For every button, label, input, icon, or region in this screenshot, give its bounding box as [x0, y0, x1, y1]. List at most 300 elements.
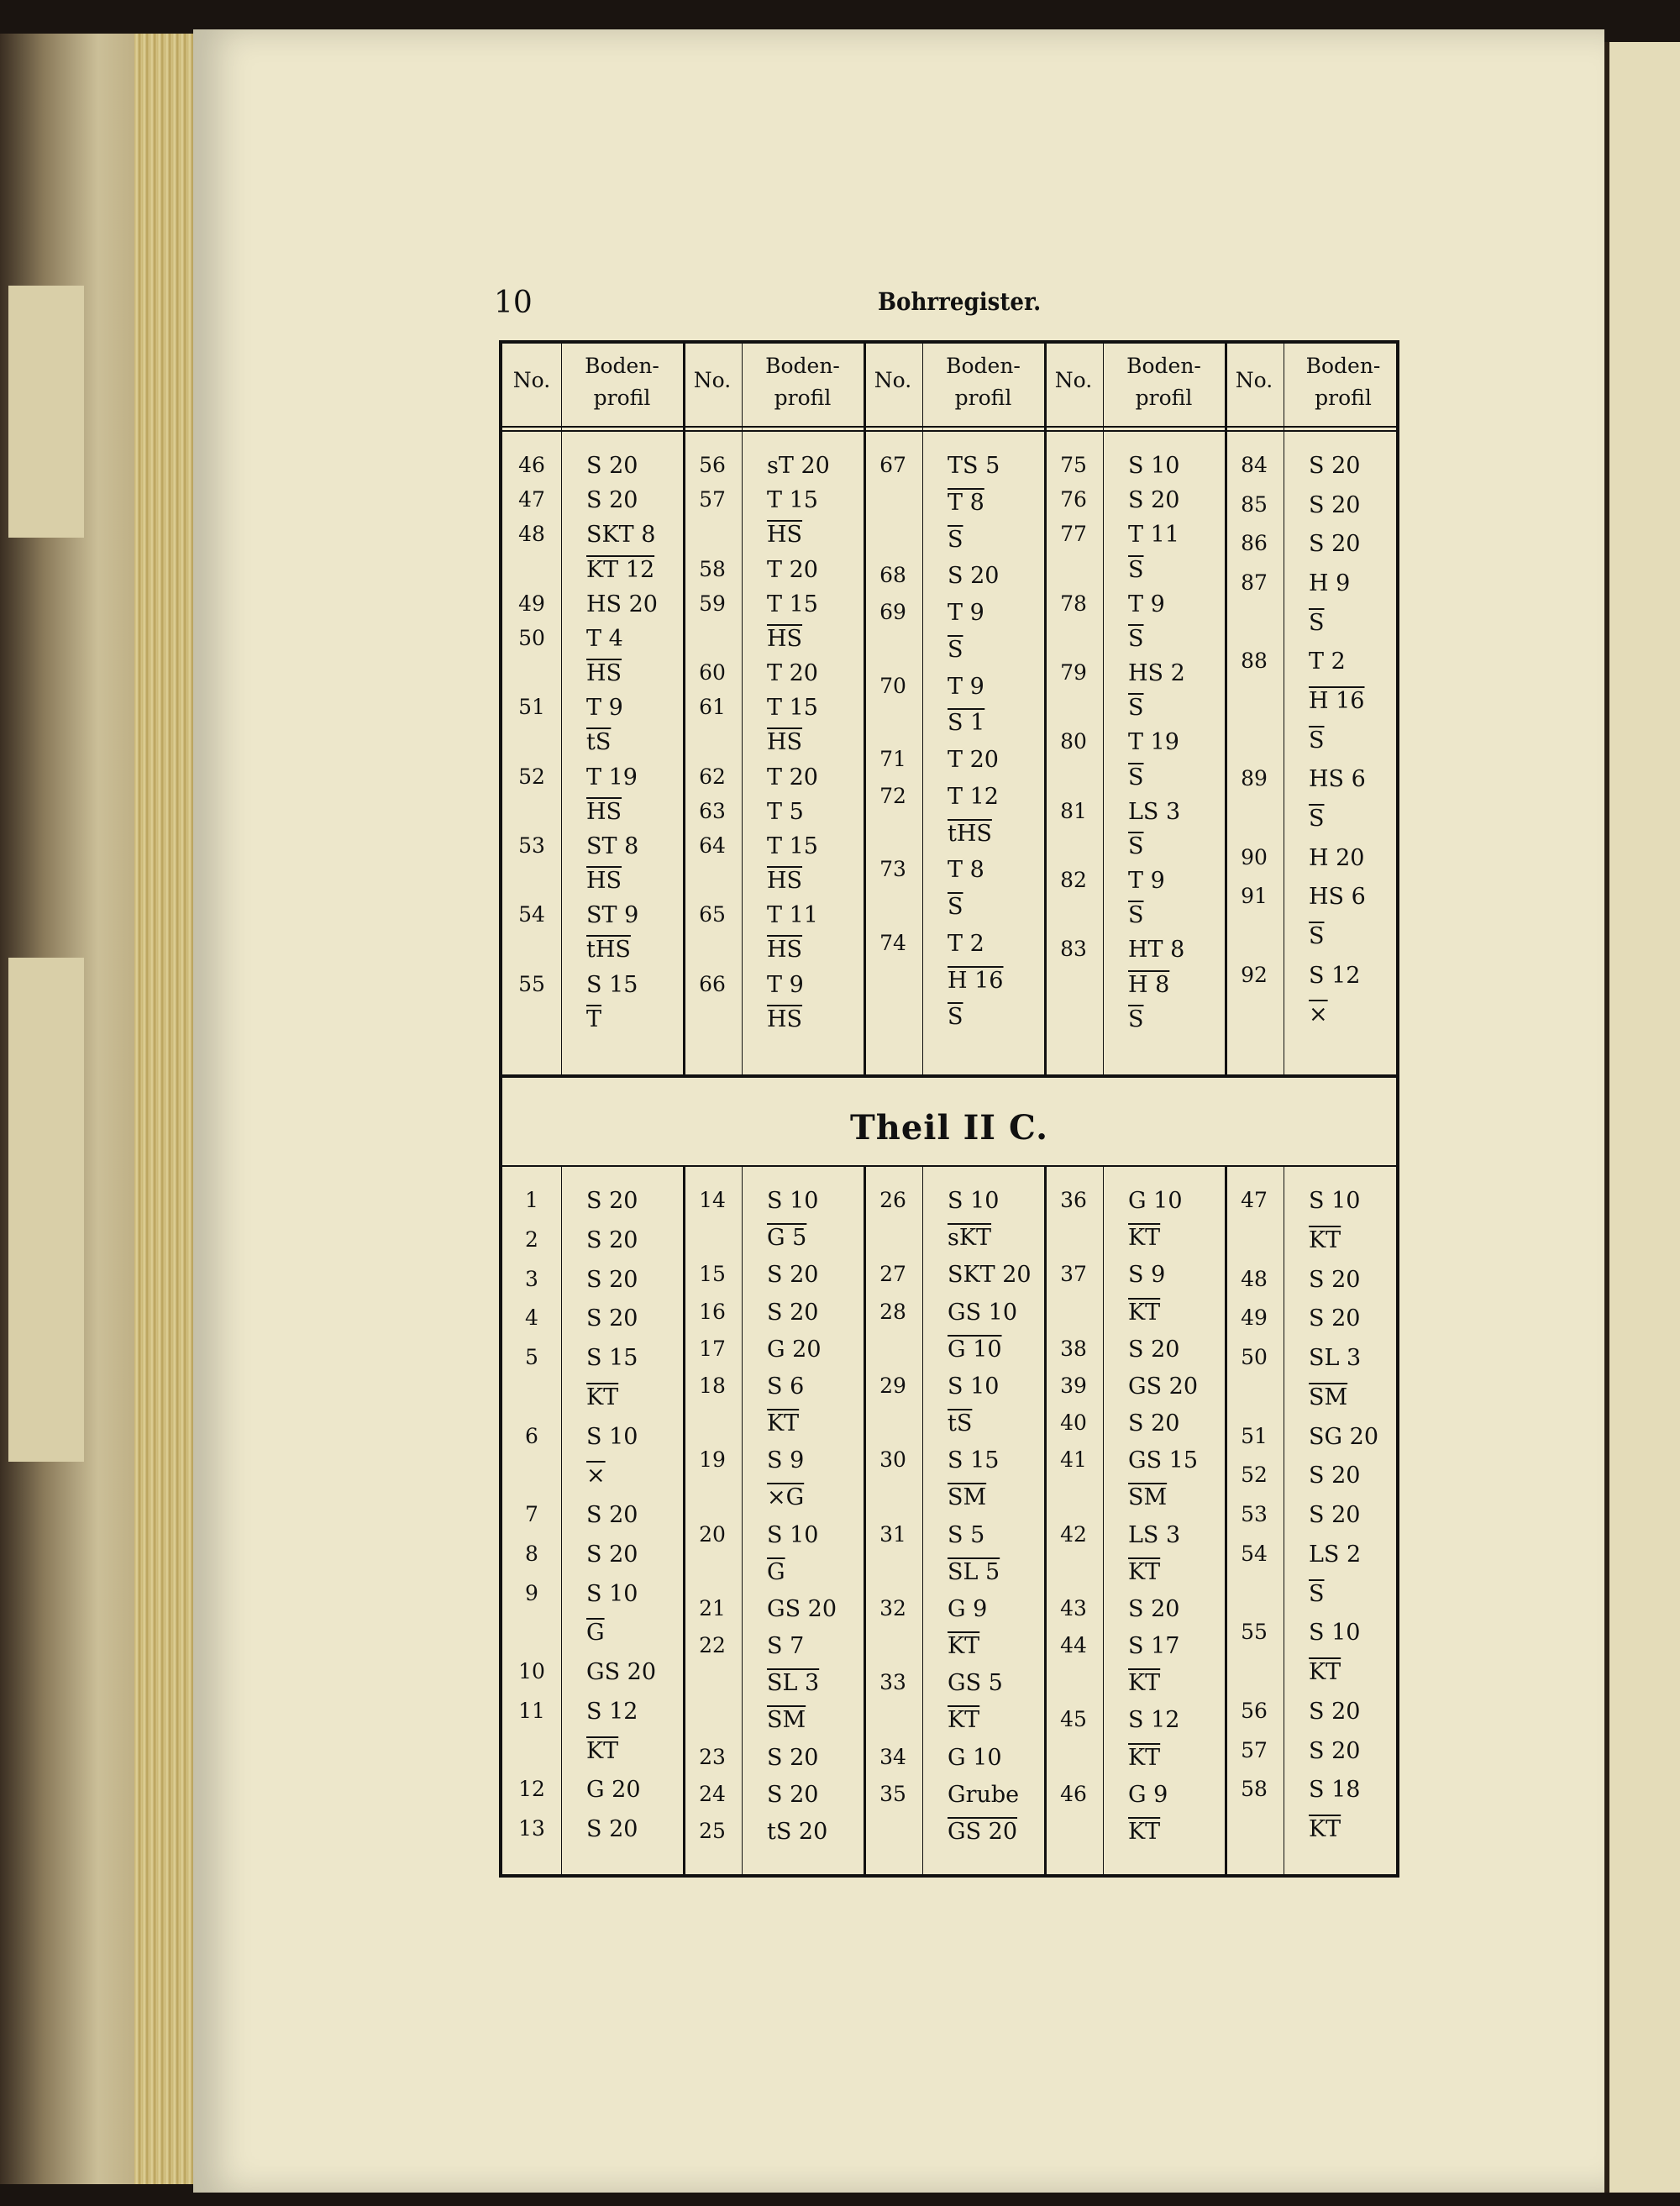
- soil-profile-entry: $\overline{G}$: [767, 1558, 785, 1585]
- column-divider: [683, 1165, 685, 1874]
- soil-profile-entry: G 9: [948, 1595, 988, 1622]
- header-bodenprofil: [922, 350, 1044, 414]
- soil-profile-entry: T 4: [586, 625, 623, 652]
- soil-profile-entry: $\overline{S}$: [948, 894, 963, 920]
- soil-profile-entry: $\overline{tS}$: [948, 1410, 973, 1437]
- row-number: 60: [699, 660, 726, 685]
- row-number: 79: [1060, 660, 1087, 685]
- row-number: 30: [879, 1447, 906, 1473]
- soil-profile-entry: S 5: [948, 1521, 985, 1548]
- row-number: 56: [699, 453, 726, 477]
- row-number: 34: [879, 1744, 906, 1769]
- soil-profile-entry: $\overline{KT}$: [586, 1737, 619, 1764]
- soil-profile-entry: G 10: [1128, 1188, 1183, 1214]
- soil-profile-entry: S 10: [948, 1188, 1000, 1214]
- subcolumn-divider: [561, 344, 562, 1074]
- header-boden-line2: profil: [1135, 386, 1193, 410]
- subcolumn-divider: [742, 1165, 743, 1874]
- soil-profile-entry: S 10: [767, 1521, 819, 1548]
- soil-profile-entry: $\overline{S}$: [948, 526, 963, 553]
- soil-profile-entry: ST 9: [586, 902, 639, 929]
- soil-profile-entry: H 16: [1309, 688, 1365, 714]
- row-number: 83: [1060, 937, 1087, 962]
- soil-profile-entry: T 15: [767, 833, 818, 859]
- row-number: 70: [879, 673, 906, 698]
- header-rule: [502, 426, 1396, 428]
- row-number: 12: [518, 1777, 545, 1802]
- row-number: 23: [699, 1744, 726, 1769]
- soil-profile-entry: GS 15: [1128, 1447, 1199, 1474]
- column-divider: [683, 344, 685, 1074]
- row-number: 32: [879, 1595, 906, 1620]
- soil-profile-entry: S 12: [1309, 962, 1361, 989]
- row-number: 33: [879, 1670, 906, 1695]
- soil-profile-entry: ×G: [767, 1484, 805, 1511]
- row-number: 77: [1060, 522, 1087, 547]
- soil-profile-entry: T 9: [948, 600, 984, 626]
- row-number: 50: [1241, 1345, 1268, 1370]
- soil-profile-entry: S 18: [1309, 1777, 1361, 1804]
- soil-profile-entry: S 20: [1309, 491, 1361, 518]
- row-number: 29: [879, 1373, 906, 1398]
- soil-profile-entry: S 20: [586, 453, 638, 479]
- column-divider: [1044, 1165, 1047, 1874]
- soil-profile-entry: HT 8: [1128, 937, 1185, 964]
- soil-profile-entry: ×: [586, 1463, 606, 1489]
- row-number: 55: [518, 971, 545, 996]
- row-number: 36: [1060, 1188, 1087, 1212]
- row-number: 85: [1241, 491, 1268, 517]
- row-number: 67: [879, 453, 906, 477]
- column-divider: [1225, 344, 1227, 1074]
- column-divider: [1225, 1165, 1227, 1874]
- soil-profile-entry: SKT 8: [586, 522, 656, 549]
- row-number: 51: [1241, 1423, 1268, 1448]
- soil-profile-entry: S 20: [1128, 1595, 1180, 1622]
- header-no: No.: [874, 368, 912, 392]
- row-number: 21: [699, 1595, 726, 1620]
- soil-profile-entry: G 20: [586, 1777, 641, 1804]
- soil-profile-entry: S 10: [948, 1373, 1000, 1400]
- row-number: 81: [1060, 798, 1087, 823]
- row-number: 37: [1060, 1262, 1087, 1287]
- soil-profile-entry: GS 20: [767, 1595, 837, 1622]
- soil-profile-entry: $\overline{HS}$: [586, 660, 622, 687]
- header-boden-line1: Boden-: [1126, 354, 1201, 378]
- row-number: 28: [879, 1299, 906, 1324]
- soil-profile-entry: T 19: [1128, 729, 1179, 756]
- header-bodenprofil: [1284, 350, 1403, 414]
- soil-profile-entry: S 20: [767, 1744, 819, 1771]
- header-bodenprofil: [561, 350, 683, 414]
- soil-profile-entry: $\overline{S}$: [1128, 625, 1144, 652]
- running-title: Bohrregister.: [878, 287, 1042, 316]
- row-number: 20: [699, 1521, 726, 1547]
- soil-profile-entry: LS 3: [1128, 798, 1181, 825]
- row-number: 58: [699, 556, 726, 581]
- row-number: 75: [1060, 453, 1087, 477]
- row-number: 78: [1060, 591, 1087, 616]
- soil-profile-entry: T 9: [586, 695, 623, 722]
- row-number: 35: [879, 1781, 906, 1806]
- soil-profile-entry: S 20: [1309, 1698, 1361, 1725]
- soil-profile-entry: T 9: [1128, 868, 1165, 895]
- row-number: 52: [518, 764, 545, 789]
- soil-profile-entry: T 12: [948, 783, 999, 810]
- row-number: 89: [1241, 766, 1268, 791]
- soil-profile-entry: HS 6: [1309, 766, 1366, 793]
- soil-profile-entry: $\overline{S}$: [1309, 923, 1325, 949]
- row-number: 19: [699, 1447, 726, 1473]
- soil-profile-entry: G 20: [767, 1336, 822, 1363]
- soil-profile-entry: SG 20: [1309, 1423, 1379, 1450]
- soil-profile-entry: T 2: [948, 930, 984, 957]
- soil-profile-entry: $\overline{KT}$: [1128, 1670, 1161, 1697]
- soil-profile-entry: H 9: [1309, 570, 1351, 596]
- row-number: 17: [699, 1336, 726, 1361]
- soil-profile-entry: GS 20: [586, 1659, 657, 1686]
- soil-profile-entry: S 17: [1128, 1633, 1180, 1659]
- soil-profile-entry: S 6: [767, 1373, 805, 1400]
- row-number: 47: [518, 487, 545, 512]
- row-number: 82: [1060, 868, 1087, 893]
- row-number: 91: [1241, 884, 1268, 909]
- column-divider: [864, 1165, 866, 1874]
- soil-profile-entry: $\overline{S}$: [1309, 1580, 1325, 1607]
- soil-profile-entry: $\overline{KT}$: [1128, 1299, 1161, 1326]
- column-divider: [1044, 344, 1047, 1074]
- soil-profile-entry: $\overline{S}$: [1309, 727, 1325, 754]
- soil-profile-entry: S 20: [1309, 531, 1361, 558]
- soil-profile-entry: $\overline{KT}$: [767, 1410, 800, 1437]
- section-rule: [502, 1165, 1396, 1167]
- row-number: 61: [699, 695, 726, 720]
- row-number: 74: [879, 930, 906, 955]
- soil-profile-entry: T 15: [767, 487, 818, 514]
- row-number: 54: [518, 902, 545, 927]
- row-number: 5: [525, 1345, 538, 1370]
- soil-profile-entry: $\overline{KT}$: [1309, 1226, 1341, 1253]
- header-bodenprofil: [1103, 350, 1225, 414]
- soil-profile-entry: $\overline{tHS}$: [948, 820, 992, 847]
- row-number: 84: [1241, 453, 1268, 477]
- row-number: 90: [1241, 844, 1268, 869]
- row-number: 39: [1060, 1373, 1087, 1398]
- soil-profile-entry: S 20: [1128, 1336, 1180, 1363]
- soil-profile-entry: $\overline{S}$: [1309, 609, 1325, 636]
- soil-profile-entry: SKT 20: [948, 1262, 1032, 1289]
- soil-profile-entry: $\overline{SM}$: [1128, 1484, 1168, 1511]
- row-number: 18: [699, 1373, 726, 1398]
- subcolumn-divider: [922, 1165, 923, 1874]
- row-number: 47: [1241, 1188, 1268, 1212]
- row-number: 44: [1060, 1633, 1087, 1657]
- soil-profile-entry: ST 8: [586, 833, 639, 859]
- soil-profile-entry: S 9: [767, 1447, 805, 1474]
- soil-profile-entry: T 9: [948, 673, 984, 700]
- header-no: No.: [512, 368, 551, 392]
- soil-profile-entry: SL 3: [1309, 1345, 1362, 1372]
- soil-profile-entry: S 10: [1128, 453, 1180, 479]
- torn-page-edge: [8, 286, 84, 538]
- row-number: 59: [699, 591, 726, 616]
- soil-profile-entry: G 9: [1128, 1781, 1168, 1808]
- soil-profile-entry: $\overline{S}$: [1128, 1006, 1144, 1032]
- row-number: 43: [1060, 1595, 1087, 1620]
- row-number: 27: [879, 1262, 906, 1287]
- soil-profile-entry: S 10: [586, 1423, 638, 1450]
- header-boden-line2: profil: [593, 386, 651, 410]
- soil-profile-entry: T 9: [1128, 591, 1165, 617]
- soil-profile-entry: $\overline{tHS}$: [586, 937, 631, 964]
- soil-profile-entry: $\overline{HS}$: [767, 729, 803, 756]
- row-number: 73: [879, 857, 906, 882]
- soil-profile-entry: T 11: [1128, 522, 1179, 549]
- soil-profile-entry: $\overline{S}$: [1128, 556, 1144, 583]
- section-rule: [502, 1074, 1396, 1078]
- soil-profile-entry: T 8: [948, 857, 984, 884]
- soil-profile-entry: T 20: [767, 764, 818, 790]
- torn-page-edge: [8, 958, 84, 1462]
- soil-profile-entry: HS 6: [1309, 884, 1366, 911]
- soil-profile-entry: S 12: [586, 1698, 638, 1725]
- soil-profile-entry: S 20: [767, 1299, 819, 1326]
- header-no: No.: [1054, 368, 1093, 392]
- soil-profile-entry: ×: [1309, 1001, 1328, 1028]
- soil-profile-entry: T 20: [948, 747, 999, 773]
- section-title: Theil II C.: [849, 1108, 1049, 1148]
- row-number: 63: [699, 798, 726, 823]
- header-no: No.: [1235, 368, 1273, 392]
- soil-profile-entry: SL 5: [948, 1558, 1000, 1585]
- row-number: 4: [525, 1305, 538, 1331]
- row-number: 52: [1241, 1463, 1268, 1488]
- soil-profile-entry: S 15: [586, 971, 638, 998]
- header-no: No.: [693, 368, 732, 392]
- row-number: 40: [1060, 1410, 1087, 1435]
- row-number: 31: [879, 1521, 906, 1547]
- page-edges: [134, 34, 202, 2184]
- row-number: 24: [699, 1781, 726, 1806]
- soil-profile-entry: T 20: [767, 660, 818, 687]
- soil-profile-entry: T 15: [767, 695, 818, 722]
- column-divider: [864, 344, 866, 1074]
- row-number: 1: [525, 1188, 538, 1212]
- row-number: 38: [1060, 1336, 1087, 1361]
- row-number: 42: [1060, 1521, 1087, 1547]
- next-page-edge: [1604, 42, 1680, 2193]
- soil-profile-entry: S 10: [1309, 1620, 1361, 1647]
- row-number: 13: [518, 1816, 545, 1841]
- soil-profile-entry: $\overline{HS}$: [767, 522, 803, 549]
- soil-profile-entry: S 20: [767, 1781, 819, 1808]
- soil-profile-entry: S 20: [586, 1502, 638, 1529]
- soil-profile-entry: S 20: [1128, 1410, 1180, 1437]
- row-number: 69: [879, 600, 906, 624]
- soil-profile-entry: S 20: [1309, 1737, 1361, 1764]
- soil-profile-entry: H 8: [1128, 971, 1170, 998]
- row-number: 57: [699, 487, 726, 512]
- soil-profile-entry: $\overline{HS}$: [767, 937, 803, 964]
- row-number: 71: [879, 747, 906, 771]
- soil-profile-entry: $\overline{SM}$: [1309, 1384, 1348, 1410]
- soil-profile-entry: S 20: [1128, 487, 1180, 514]
- soil-profile-entry: SL 3: [767, 1670, 820, 1697]
- soil-profile-entry: GS 20: [1128, 1373, 1199, 1400]
- soil-profile-entry: S 7: [767, 1633, 805, 1659]
- row-number: 68: [879, 563, 906, 588]
- row-number: 66: [699, 971, 726, 996]
- row-number: 48: [1241, 1266, 1268, 1291]
- soil-profile-entry: $\overline{HS}$: [586, 868, 622, 895]
- soil-profile-entry: H 20: [1309, 844, 1365, 871]
- soil-profile-entry: S 20: [1309, 1502, 1361, 1529]
- row-number: 6: [525, 1423, 538, 1448]
- row-number: 57: [1241, 1737, 1268, 1762]
- soil-profile-entry: GS 20: [948, 1818, 1018, 1845]
- row-number: 14: [699, 1188, 726, 1212]
- row-number: 72: [879, 783, 906, 808]
- subcolumn-divider: [1103, 1165, 1104, 1874]
- soil-profile-entry: T 11: [767, 902, 818, 929]
- row-number: 9: [525, 1580, 538, 1605]
- soil-profile-entry: S 10: [767, 1188, 819, 1214]
- row-number: 15: [699, 1262, 726, 1287]
- soil-profile-entry: $\overline{KT}$: [1128, 1818, 1161, 1845]
- row-number: 41: [1060, 1447, 1087, 1473]
- soil-profile-entry: $\overline{S}$: [1128, 902, 1144, 929]
- header-boden-line1: Boden-: [765, 354, 840, 378]
- soil-profile-entry: S 15: [586, 1345, 638, 1372]
- row-number: 62: [699, 764, 726, 789]
- soil-profile-entry: S 20: [1309, 1305, 1361, 1332]
- soil-profile-entry: $\overline{S}$: [1128, 695, 1144, 722]
- soil-profile-entry: S 20: [586, 1305, 638, 1332]
- soil-profile-entry: $\overline{KT}$: [1309, 1659, 1341, 1686]
- soil-profile-entry: $\overline{HS}$: [586, 798, 622, 825]
- soil-profile-entry: $\overline{sKT}$: [948, 1225, 992, 1252]
- soil-profile-entry: S 20: [767, 1262, 819, 1289]
- soil-profile-entry: $\overline{KT}$: [586, 1384, 619, 1410]
- header-boden-line2: profil: [1315, 386, 1372, 410]
- row-number: 51: [518, 695, 545, 720]
- soil-profile-entry: S 1: [948, 710, 985, 737]
- soil-profile-entry: S 10: [1309, 1188, 1361, 1214]
- soil-profile-entry: T 19: [586, 764, 638, 790]
- row-number: 80: [1060, 729, 1087, 754]
- soil-profile-entry: T 8: [948, 489, 984, 516]
- soil-profile-entry: S 12: [1128, 1707, 1180, 1734]
- row-number: 46: [1060, 1781, 1087, 1806]
- soil-profile-entry: S 20: [586, 1226, 638, 1253]
- row-number: 87: [1241, 570, 1268, 595]
- soil-profile-entry: $\overline{KT}$: [1128, 1744, 1161, 1771]
- soil-profile-entry: T 20: [767, 556, 818, 583]
- soil-profile-entry: S 20: [586, 1188, 638, 1214]
- row-number: 22: [699, 1633, 726, 1657]
- soil-profile-entry: $\overline{KT}$: [948, 1633, 980, 1659]
- soil-profile-entry: TS 5: [948, 453, 1000, 479]
- row-number: 50: [518, 625, 545, 650]
- header-boden-line2: profil: [774, 386, 832, 410]
- soil-profile-entry: S 20: [1309, 1463, 1361, 1489]
- soil-profile-entry: $\overline{KT}$: [1128, 1225, 1161, 1252]
- soil-profile-entry: S 20: [586, 1816, 638, 1843]
- row-number: 92: [1241, 962, 1268, 987]
- row-number: 86: [1241, 531, 1268, 556]
- soil-profile-entry: GS 5: [948, 1670, 1003, 1697]
- row-number: 25: [699, 1818, 726, 1843]
- soil-profile-entry: $\overline{S}$: [948, 1004, 963, 1031]
- row-number: 7: [525, 1502, 538, 1527]
- header-boden-line1: Boden-: [946, 354, 1021, 378]
- subcolumn-divider: [922, 344, 923, 1074]
- soil-profile-entry: G 10: [948, 1744, 1002, 1771]
- soil-profile-entry: $\overline{G}$: [586, 1620, 605, 1647]
- soil-profile-entry: T 2: [1309, 649, 1346, 675]
- header-boden-line1: Boden-: [1305, 354, 1381, 378]
- soil-profile-entry: $\overline{S}$: [948, 636, 963, 663]
- subcolumn-divider: [1103, 344, 1104, 1074]
- soil-profile-entry: KT 12: [586, 556, 655, 583]
- header-boden-line2: profil: [954, 386, 1012, 410]
- soil-profile-entry: H 16: [948, 967, 1004, 994]
- soil-profile-entry: $\overline{S}$: [1128, 833, 1144, 859]
- soil-profile-entry: $\overline{KT}$: [948, 1707, 980, 1734]
- soil-profile-entry: S 20: [586, 487, 638, 514]
- header-boden-line1: Boden-: [585, 354, 659, 378]
- subcolumn-divider: [742, 344, 743, 1074]
- soil-profile-entry: S 20: [586, 1266, 638, 1293]
- row-number: 45: [1060, 1707, 1087, 1732]
- row-number: 48: [518, 522, 545, 547]
- soil-profile-entry: $\overline{HS}$: [767, 625, 803, 652]
- soil-profile-entry: S 20: [948, 563, 1000, 590]
- soil-profile-entry: S 20: [1309, 1266, 1361, 1293]
- row-number: 3: [525, 1266, 538, 1291]
- row-number: 8: [525, 1541, 538, 1566]
- soil-profile-entry: S 15: [948, 1447, 1000, 1474]
- row-number: 65: [699, 902, 726, 927]
- row-number: 53: [518, 833, 545, 858]
- soil-profile-entry: S 20: [586, 1541, 638, 1568]
- row-number: 10: [518, 1659, 545, 1684]
- soil-profile-entry: S 9: [1128, 1262, 1166, 1289]
- row-number: 55: [1241, 1620, 1268, 1645]
- row-number: 16: [699, 1299, 726, 1324]
- header-rule: [502, 430, 1396, 432]
- row-number: 88: [1241, 649, 1268, 674]
- soil-profile-entry: $\overline{T}$: [586, 1006, 602, 1032]
- soil-profile-entry: $\overline{KT}$: [1128, 1558, 1161, 1585]
- soil-profile-entry: G 5: [767, 1225, 807, 1252]
- soil-profile-entry: $\overline{KT}$: [1309, 1816, 1341, 1843]
- soil-profile-entry: $\overline{tS}$: [586, 729, 612, 756]
- soil-profile-entry: tS 20: [767, 1818, 828, 1845]
- soil-profile-entry: $\overline{SM}$: [767, 1707, 806, 1734]
- soil-profile-entry: $\overline{HS}$: [767, 868, 803, 895]
- soil-profile-entry: T 9: [767, 971, 804, 998]
- soil-profile-entry: HS 20: [586, 591, 658, 617]
- soil-profile-entry: sT 20: [767, 453, 830, 479]
- soil-profile-entry: LS 2: [1309, 1541, 1362, 1568]
- soil-profile-entry: S 20: [1309, 453, 1361, 479]
- row-number: 49: [1241, 1305, 1268, 1331]
- soil-profile-entry: $\overline{S}$: [1128, 764, 1144, 790]
- row-number: 54: [1241, 1541, 1268, 1566]
- row-number: 46: [518, 453, 545, 477]
- page-number: 10: [494, 286, 533, 320]
